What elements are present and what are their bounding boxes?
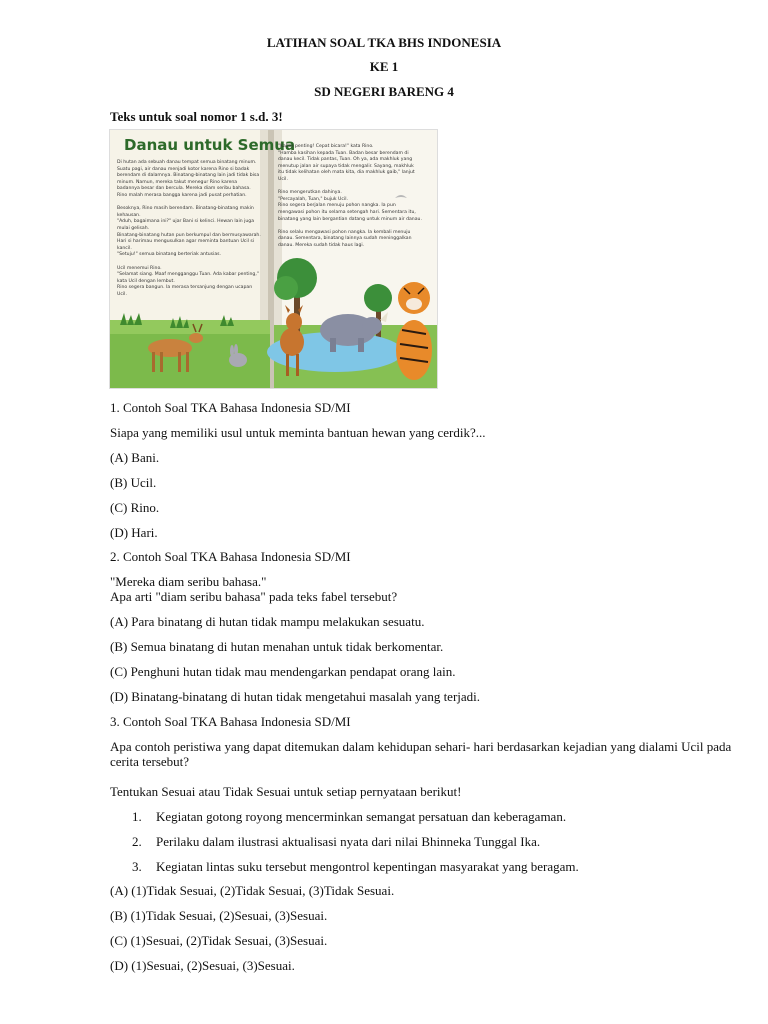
storybook-illustration: [109, 129, 438, 389]
q1-question: Siapa yang memiliki usul untuk meminta bantuan hewan yang cerdik?...: [110, 425, 486, 440]
q3-question-line2: cerita tersebut?: [110, 754, 190, 769]
story-title: Danau untuk Semua: [124, 136, 296, 154]
q2-quote: "Mereka diam seribu bahasa.": [110, 574, 267, 589]
statement-1-text: Kegiatan gotong royong mencerminkan semangat persatuan dan keberagaman.: [156, 809, 567, 824]
statement-3-text: Kegiatan lintas suku tersebut mengontrol kepentingan masyarakat yang beragam.: [156, 859, 579, 874]
q1-option-b: (B) Ucil.: [110, 475, 157, 490]
q4-instruction: Tentukan Sesuai atau Tidak Sesuai untuk setiap pernyataan berikut!: [110, 784, 462, 799]
q1-option-d: (D) Hari.: [110, 525, 158, 540]
q2-question: Apa arti "diam seribu bahasa" pada teks fabel tersebut?: [110, 589, 398, 604]
q2-heading: 2. Contoh Soal TKA Bahasa Indonesia SD/MI: [110, 549, 351, 564]
q2-option-a: (A) Para binatang di hutan tidak mampu melakukan sesuatu.: [110, 614, 425, 629]
q1-heading: 1. Contoh Soal TKA Bahasa Indonesia SD/MI: [110, 400, 351, 415]
q1-option-a: (A) Bani.: [110, 450, 160, 465]
q4-option-d: (D) (1)Sesuai, (2)Sesuai, (3)Sesuai.: [110, 958, 295, 973]
q1-option-c: (C) Rino.: [110, 500, 160, 515]
statement-2-number: 2.: [132, 834, 142, 849]
statement-1-number: 1.: [132, 809, 142, 824]
q2-option-c: (C) Penghuni hutan tidak mau mendengarkan pendapat orang lain.: [110, 664, 456, 679]
school-name: SD NEGERI BARENG 4: [314, 84, 454, 99]
statement-3-number: 3.: [132, 859, 142, 874]
q2-option-b: (B) Semua binatang di hutan menahan untuk tidak berkomentar.: [110, 639, 444, 654]
q3-question-line1: Apa contoh peristiwa yang dapat ditemukan dalam kehidupan sehari- hari berdasarkan kejadian yang dialami Ucil pada: [110, 739, 732, 754]
q4-option-a: (A) (1)Tidak Sesuai, (2)Tidak Sesuai, (3)Tidak Sesuai.: [110, 883, 395, 898]
statement-2-text: Perilaku dalam ilustrasi aktualisasi nyata dari nilai Bhinneka Tunggal Ika.: [156, 834, 541, 849]
story-left-text: Di hutan ada sebuah danau tempat semua binatang minum. Suatu pagi, air danau menjadi kotor karena Rino si badak berendam di dalamnya. Binatang-binatang lain jadi tidak bisa minum. Namun, mereka takut menegur Rino karena badannya besar dan bercula. Mereka diam seribu bahasa. Rino malah merasa bangga karena jadi pusat perhatian. Besoknya, Rino masih berendam. Binatang-binatang makin kehausan. "Aduh, bagaimana ini?" ujar Bani si kelinci. Hewan lain juga mulai gelisah. Binatang-binatang hutan pun berkumpul dan bermusyawarah. Hari si harimau mengusulkan agar meminta bantuan Ucil si kancil. "Setuju!" semua binatang berteriak antusias. Ucil menemui Rino. "Selamat siang. Maaf mengganggu Tuan. Ada kabar penting," kata Ucil dengan lembut. Rino segera bangun. Ia merasa tersanjung dengan ucapan Ucil.: [117, 160, 261, 297]
text-intro: Teks untuk soal nomor 1 s.d. 3!: [110, 109, 283, 124]
q3-heading: 3. Contoh Soal TKA Bahasa Indonesia SD/MI: [110, 714, 351, 729]
story-right-text: "Kabar penting! Cepat bicara!" kata Rino. "Hamba kasihan kepada Tuan. Badan besar berendam di danau kecil. Tidak pantas, Tuan. Oh ya, ada makhluk yang menutup jalan air supaya tidak mengalir. Sayang, makhluk itu tidak kelihatan oleh mata kita, dia makhluk gaib," lanjut Ucil. Rino mengerutkan dahinya. "Percayalah, Tuan," bujuk Ucil. Rino segera berjalan menuju pohon nangka. Ia pun mengawasi pohon itu selama setengah hari. Sementara itu, binatang yang lain bergantian datang untuk minum air danau. Rino selalu mengawasi pohon nangka. Ia kembali menuju danau. Sementara, binatang lainnya sudah meninggalkan danau. Mereka sudah tidak haus lagi.: [278, 144, 422, 248]
q2-option-d: (D) Binatang-binatang di hutan tidak mengetahui masalah yang terjadi.: [110, 689, 481, 704]
q4-option-b: (B) (1)Tidak Sesuai, (2)Sesuai, (3)Sesuai.: [110, 908, 328, 923]
document-title: LATIHAN SOAL TKA BHS INDONESIA: [266, 35, 502, 50]
q4-option-c: (C) (1)Sesuai, (2)Tidak Sesuai, (3)Sesuai.: [110, 933, 328, 948]
document-subtitle: KE 1: [369, 59, 399, 74]
